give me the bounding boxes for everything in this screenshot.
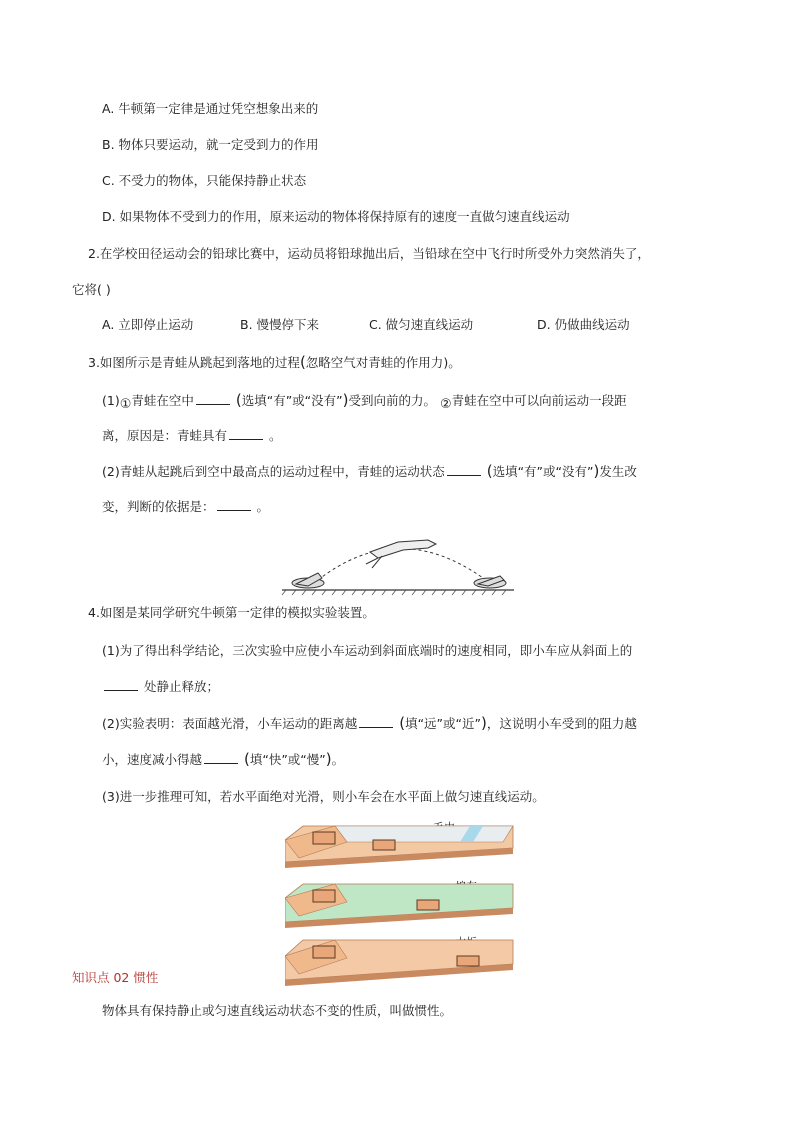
frog-jump-figure: [278, 528, 518, 598]
q4-part3: [102, 789, 545, 805]
q4-part1-line2-text: 处静止释放；: [143, 679, 219, 694]
q2-option-d: D. 仍做曲线运动: [537, 317, 630, 332]
q4-part1-line1: [102, 643, 632, 659]
q3-part2-line2: [102, 498, 269, 515]
q3-part2-line1: [102, 463, 637, 480]
q3-intro-paren-close: )。: [443, 355, 461, 370]
q2-option-b: B. 慢慢停下来: [240, 317, 320, 332]
ramp-experiment-figure: [285, 818, 517, 986]
q3-part2-text2: 发生改: [599, 464, 637, 479]
paren-close: ): [325, 750, 332, 768]
q3-part1-blank2[interactable]: [229, 427, 263, 440]
paren-close: ): [480, 714, 487, 732]
cart-top-2: [313, 890, 335, 902]
q4-part2-choice2: 填“快”或“慢”: [249, 752, 326, 767]
q4-part2-line2a: 小，速度减小得越: [102, 752, 203, 767]
q3-part1-mark2: ②: [440, 397, 452, 412]
frog-flying: [366, 540, 436, 568]
q4-part2-blank2[interactable]: [204, 751, 238, 764]
ramp-cotton: [285, 879, 513, 928]
q3-part1-line2-text: 离，原因是：青蛙具有: [102, 428, 228, 443]
section-body: 物体具有保持静止或匀速直线运动状态不变的性质，叫做惯性。: [102, 1003, 453, 1018]
q4-part1-text: 为了得出科学结论，三次实验中应使小车运动到斜面底端时的速度相同，即小车应从斜面上的: [119, 643, 633, 658]
q3-intro: [88, 354, 461, 371]
q1-option-d: D. 如果物体不受到力的作用，原来运动的物体将保持原有的速度一直做匀速直线运动: [102, 209, 570, 224]
ramp-towel: [285, 820, 513, 868]
paren-close: ): [342, 391, 349, 409]
q2-stem-line2: 它将( ): [72, 282, 111, 297]
q1-option-a: A. 牛顿第一定律是通过凭空想象出来的: [102, 101, 319, 116]
q4-intro: 4.如图是某同学研究牛顿第一定律的模拟实验装置。: [88, 605, 375, 620]
q3-part2-line2-text: 变，判断的依据是：: [102, 499, 215, 514]
trajectory-path: [318, 548, 483, 580]
q3-part1-mark1: ①: [119, 397, 132, 412]
q4-part1-blank[interactable]: [104, 678, 138, 691]
q4-part2-line2-end: 。: [331, 752, 345, 767]
q4-part1-line2: [102, 678, 219, 695]
cart-3: [457, 956, 479, 966]
q1-option-b: B. 物体只要运动，就一定受到力的作用: [102, 137, 319, 152]
q3-part1-blank1[interactable]: [196, 392, 230, 405]
q4-part1-num: (1): [102, 643, 120, 658]
q2-option-a: A. 立即停止运动: [102, 317, 194, 332]
q4-part3-text: 进一步推理可知，若水平面绝对光滑，则小车会在水平面上做匀速直线运动。: [119, 789, 545, 804]
q4-part2-blank1[interactable]: [359, 715, 393, 728]
q1-option-c: C. 不受力的物体，只能保持静止状态: [102, 173, 307, 188]
q4-part2-text1: 实验表明：表面越光滑，小车运动的距离越: [119, 716, 358, 731]
cart-top-3: [313, 946, 335, 958]
towel-surface: [335, 826, 513, 842]
q3-part2-line2-end: 。: [256, 499, 270, 514]
q3-part1-choice: 选填“有”或“没有”: [241, 393, 343, 408]
q4-part2-num: (2): [102, 716, 120, 731]
paren-open: (: [244, 750, 250, 768]
q4-part2-choice1: 填“远”或“近”: [405, 716, 481, 731]
paren-close: ): [593, 462, 600, 480]
q4-part2-line2: [102, 751, 344, 768]
frog-landed: [474, 576, 506, 588]
q3-part2-blank1[interactable]: [447, 463, 481, 476]
q3-part1-line1: [102, 392, 627, 410]
q3-part1-text3: 青蛙在空中可以向前运动一段距: [451, 393, 627, 408]
q2-option-c: C. 做匀速直线运动: [369, 317, 474, 332]
paren-open: (: [399, 714, 406, 732]
q3-part2-choice: 选填“有”或“没有”: [492, 464, 594, 479]
ramp-wood: [285, 935, 513, 986]
paren-open: (: [486, 462, 493, 480]
cart-2: [417, 900, 439, 910]
q4-part2-text2: ，这说明小车受到的阻力越: [486, 716, 637, 731]
q3-part1-num: (1): [102, 393, 120, 408]
q3-part1-line2-end: 。: [269, 428, 282, 443]
q3-part2-text1: 青蛙从起跳后到空中最高点的运动过程中，青蛙的运动状态: [119, 464, 445, 479]
q4-part3-num: (3): [102, 789, 120, 804]
cart-top-1: [313, 832, 335, 844]
section-heading: 知识点 02 惯性: [72, 970, 159, 985]
q3-part1-text1: 青蛙在空中: [131, 393, 194, 408]
ground-hatch: [282, 590, 506, 595]
q4-part2-line1: [102, 715, 637, 732]
cart-1: [373, 840, 395, 850]
q3-intro-text: 3.如图所示是青蛙从跳起到落地的过程: [88, 355, 300, 370]
q3-part2-blank2[interactable]: [217, 498, 251, 511]
q3-intro-paren-text: 忽略空气对青蛙的作用力: [305, 355, 444, 370]
paren-open: (: [235, 391, 242, 409]
q3-part2-num: (2): [102, 464, 120, 479]
frog-start: [292, 573, 324, 588]
q3-part1-line2: [102, 427, 282, 444]
q2-stem-line1: 2.在学校田径运动会的铅球比赛中，运动员将铅球抛出后，当铅球在空中飞行时所受外力突然消失了，: [88, 246, 650, 261]
q3-part1-text2: 受到向前的力。: [348, 393, 437, 408]
q3-intro-paren-open: (: [299, 353, 306, 371]
